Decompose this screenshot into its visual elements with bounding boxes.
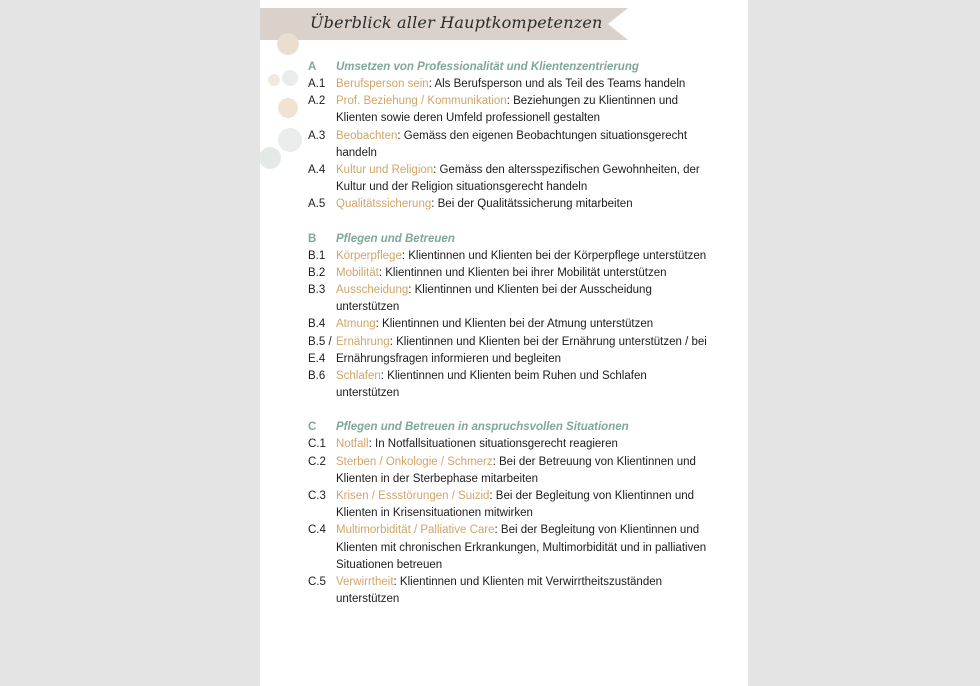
competence-code: B.1 — [308, 249, 326, 262]
competence-keyword: Ausscheidung — [336, 284, 409, 297]
competence-text: : Klientinnen und Klienten bei ihrer Mobilität unterstützen — [378, 266, 667, 279]
competence-item — [308, 574, 708, 608]
section-header — [308, 419, 708, 436]
competence-code: B.5 / E.4 — [308, 335, 332, 365]
competence-code: A.4 — [308, 164, 326, 177]
competence-text: : Bei der Begleitung von Klientinnen und Klienten mit chronischen Erkrankungen, Multimorbidität und in palliativen Situationen betreuen — [336, 524, 707, 571]
competence-item — [308, 488, 708, 522]
competence-description — [336, 282, 708, 316]
competence-description — [336, 265, 708, 282]
competence-text: : Gemäss den altersspezifischen Gewohnheiten, der Kultur und der Religion situationsgerecht handeln — [336, 164, 700, 194]
competence-description — [336, 196, 708, 213]
competence-item — [308, 454, 708, 488]
section-b — [308, 231, 708, 403]
competence-text: : Bei der Begleitung von Klientinnen und Klienten in Krisensituationen mitwirken — [336, 490, 695, 520]
competence-text: : Klientinnen und Klienten bei der Ernährung unterstützen / bei Ernährungsfragen informieren und begleiten — [336, 335, 707, 365]
competence-description — [336, 522, 708, 574]
competence-text: : Klientinnen und Klienten mit Verwirrtheitszuständen unterstützen — [336, 576, 663, 606]
competence-code: B.6 — [308, 370, 326, 383]
competence-description — [336, 334, 708, 368]
decorative-dots — [260, 30, 310, 190]
competence-code: A.5 — [308, 198, 326, 211]
section-title: Pflegen und Betreuen — [336, 232, 455, 245]
competence-keyword: Multimorbidität / Palliative Care — [336, 524, 495, 537]
competence-keyword: Berufsperson sein — [336, 78, 429, 90]
competence-item — [308, 368, 708, 402]
competence-keyword: Mobilität — [336, 266, 379, 279]
competence-code: A.1 — [308, 78, 326, 90]
section-title: Umsetzen von Professionalität und Klientenzentrierung — [336, 61, 639, 73]
competence-keyword: Sterben / Onkologie / Schmerz — [336, 455, 493, 468]
competence-description — [336, 128, 708, 162]
competence-item — [308, 316, 708, 333]
competence-description — [336, 488, 708, 522]
competence-text: : Klientinnen und Klienten bei der Atmung unterstützen — [375, 318, 654, 331]
competence-description — [336, 368, 708, 402]
competence-keyword: Schlafen — [336, 370, 381, 383]
competence-code: C.3 — [308, 490, 326, 503]
competence-text: : In Notfallsituationen situationsgerecht reagieren — [368, 438, 618, 451]
competence-description — [336, 454, 708, 488]
competence-text: : Gemäss den eigenen Beobachtungen situationsgerecht handeln — [336, 129, 688, 159]
competence-code: B.3 — [308, 284, 326, 297]
competence-keyword: Qualitätssicherung — [336, 198, 432, 211]
competence-item — [308, 196, 708, 213]
page-title: Überblick aller Hauptkompetenzen — [310, 13, 603, 32]
competence-item — [308, 76, 708, 93]
competence-item — [308, 265, 708, 282]
competence-code: C.1 — [308, 438, 326, 451]
competence-list — [308, 59, 708, 625]
section-letter: A — [308, 61, 317, 73]
competence-keyword: Notfall — [336, 438, 369, 451]
competence-description — [336, 436, 708, 453]
competence-text: : Klientinnen und Klienten bei der Ausscheidung unterstützen — [336, 284, 652, 314]
competence-text: : Klientinnen und Klienten bei der Körperpflege unterstützen — [401, 249, 707, 262]
competence-code: B.2 — [308, 266, 326, 279]
competence-item — [308, 334, 708, 368]
competence-text: : Als Berufsperson und als Teil des Teams handeln — [428, 78, 686, 90]
section-title: Pflegen und Betreuen in anspruchsvollen Situationen — [336, 421, 629, 434]
document-page — [260, 0, 748, 686]
competence-keyword: Körperpflege — [336, 249, 402, 262]
competence-item — [308, 282, 708, 316]
competence-code: C.4 — [308, 524, 326, 537]
competence-item — [308, 128, 708, 162]
competence-keyword: Kultur und Religion — [336, 164, 434, 177]
competence-text: : Klientinnen und Klienten beim Ruhen und Schlafen unterstützen — [336, 370, 647, 400]
competence-keyword: Ernährung — [336, 335, 390, 348]
competence-code: A.3 — [308, 129, 326, 142]
competence-item — [308, 522, 708, 574]
competence-code: C.5 — [308, 576, 326, 589]
section-letter: B — [308, 232, 317, 245]
title-banner — [260, 8, 630, 40]
competence-description — [336, 316, 708, 333]
competence-description — [336, 76, 708, 93]
competence-keyword: Krisen / Essstörungen / Suizid — [336, 490, 490, 503]
competence-text: : Bei der Betreuung von Klientinnen und Klienten in der Sterbephase mitarbeiten — [336, 455, 696, 485]
competence-text: : Bei der Qualitätssicherung mitarbeiten — [431, 198, 633, 211]
competence-keyword: Atmung — [336, 318, 376, 331]
competence-keyword: Beobachten — [336, 129, 398, 142]
competence-description — [336, 162, 708, 196]
section-letter: C — [308, 421, 317, 434]
competence-description — [336, 93, 708, 127]
competence-description — [336, 574, 708, 608]
competence-keyword: Verwirrtheit — [336, 576, 394, 589]
competence-item — [308, 436, 708, 453]
competence-text: : Beziehungen zu Klientinnen und Klienten sowie deren Umfeld professionell gestalten — [336, 95, 679, 125]
section-header — [308, 231, 708, 248]
competence-item — [308, 93, 708, 127]
section-c — [308, 419, 708, 608]
section-a — [308, 59, 708, 214]
competence-code: B.4 — [308, 318, 326, 331]
competence-item — [308, 248, 708, 265]
competence-code: A.2 — [308, 95, 326, 108]
competence-keyword: Prof. Beziehung / Kommunikation — [336, 95, 507, 108]
competence-description — [336, 248, 708, 265]
section-header — [308, 59, 708, 76]
competence-code: C.2 — [308, 455, 326, 468]
competence-item — [308, 162, 708, 196]
